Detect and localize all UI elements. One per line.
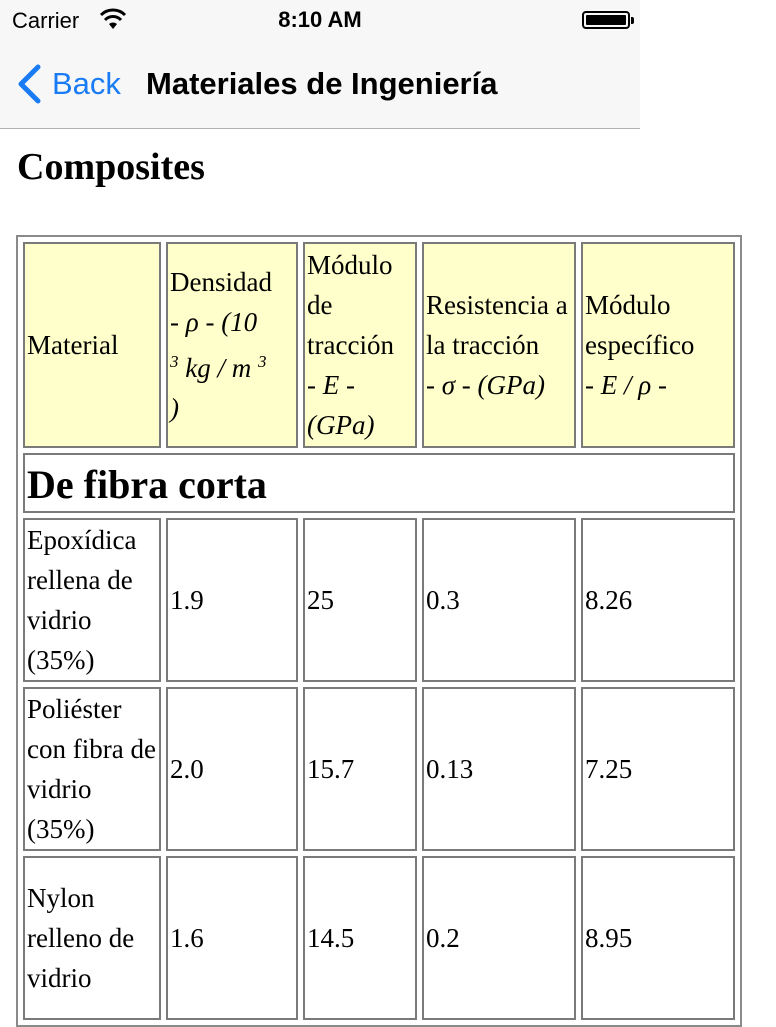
back-button[interactable]: [16, 62, 121, 106]
cell-material: Poliéster con fibra de vidrio (35%): [23, 687, 161, 851]
header-especifico: Módulo específico - E / ρ -: [581, 242, 735, 448]
back-label: Back: [52, 66, 121, 101]
cell-densidad: 1.9: [166, 518, 298, 682]
cell-especifico: 8.95: [581, 856, 735, 1020]
header-resistencia: Resistencia a la tracción - σ - (GPa): [422, 242, 576, 448]
table-row: [23, 856, 735, 1020]
table-row: [23, 518, 735, 682]
cell-material: Nylon relleno de vidrio: [23, 856, 161, 1020]
cell-material: Epoxídica rellena de vidrio (35%): [23, 518, 161, 682]
chevron-left-icon: [16, 64, 42, 104]
nav-title: Materiales de Ingeniería: [146, 66, 498, 101]
clock: 8:10 AM: [278, 7, 362, 32]
header-modulo: Módulo de tracción - E - (GPa): [303, 242, 417, 448]
cell-densidad: 2.0: [166, 687, 298, 851]
cell-especifico: 7.25: [581, 687, 735, 851]
table-row: [23, 687, 735, 851]
cell-resistencia: 0.13: [422, 687, 576, 851]
cell-modulo: 14.5: [303, 856, 417, 1020]
table-header-row: [23, 242, 735, 448]
status-bar: [0, 0, 640, 40]
header-densidad: Densidad - ρ - (10 $^3$ kg / m $^3$ ): [166, 242, 298, 448]
cell-resistencia: 0.2: [422, 856, 576, 1020]
cell-modulo: 25: [303, 518, 417, 682]
section-row: [23, 453, 735, 513]
cell-modulo: 15.7: [303, 687, 417, 851]
cell-resistencia: 0.3: [422, 518, 576, 682]
carrier-label: Carrier: [12, 8, 80, 33]
cell-densidad: 1.6: [166, 856, 298, 1020]
cell-especifico: 8.26: [581, 518, 735, 682]
header-material: Material: [23, 242, 161, 448]
web-content[interactable]: [0, 129, 695, 993]
page-title: Composites: [17, 146, 205, 188]
section-title: De fibra corta: [23, 453, 735, 513]
materials-table: [16, 235, 776, 1027]
navigation-bar: [0, 40, 640, 129]
battery-icon: [582, 11, 630, 29]
